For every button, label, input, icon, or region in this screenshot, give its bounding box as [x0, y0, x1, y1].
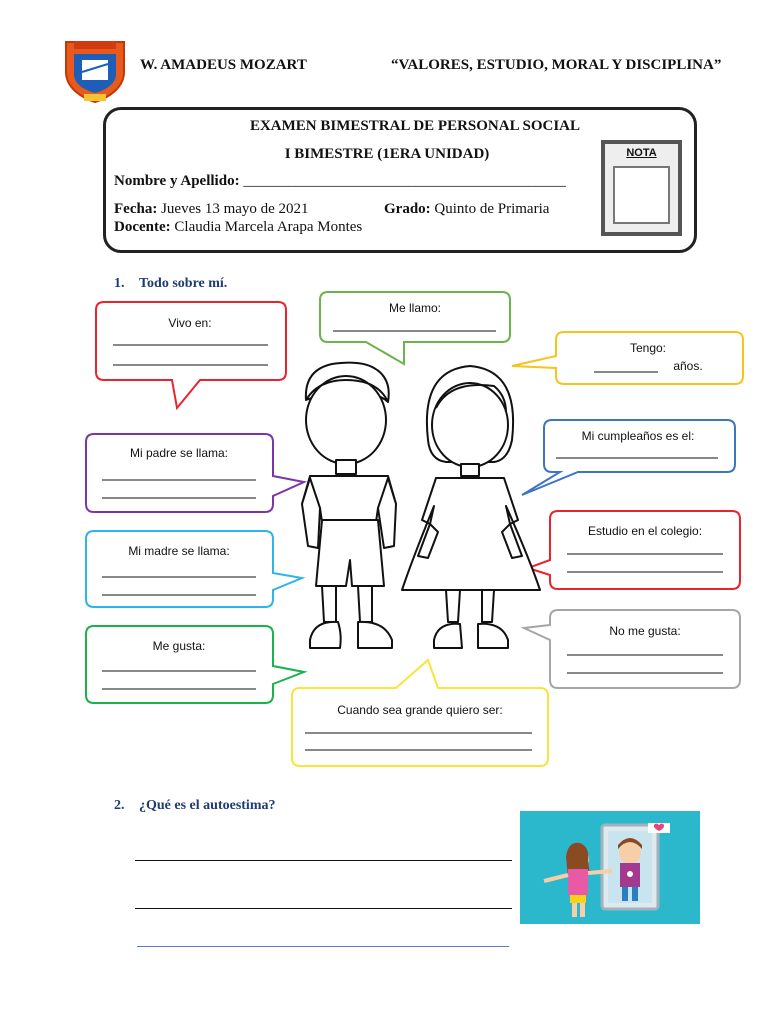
teacher-value: Claudia Marcela Arapa Montes	[174, 219, 363, 235]
grade-score-box[interactable]	[601, 140, 682, 236]
bubble-no-me-gusta[interactable]	[524, 610, 740, 688]
me-gusta-label: Me gusta:	[152, 639, 206, 653]
question-1-number: 1.	[114, 276, 125, 291]
school-crest-icon	[60, 38, 130, 104]
bubble-me-gusta[interactable]	[86, 626, 304, 703]
answer-line-1[interactable]	[135, 860, 512, 861]
bubble-cumpleanos[interactable]	[522, 420, 735, 495]
score-field[interactable]	[613, 166, 670, 224]
teacher-label: Docente:	[114, 219, 171, 235]
question-2-title: ¿Qué es el autoestima?	[139, 798, 276, 813]
bubble-vivo-en[interactable]	[96, 302, 286, 408]
bubble-padre[interactable]	[86, 434, 304, 512]
vivo-en-label: Vivo en:	[168, 316, 212, 330]
no-me-gusta-label: No me gusta:	[609, 624, 681, 638]
bubble-me-llamo[interactable]	[320, 292, 510, 364]
answer-line-3[interactable]	[137, 946, 509, 947]
anos-label: años.	[673, 359, 703, 373]
exam-subtitle: I BIMESTRE (1ERA UNIDAD)	[284, 146, 490, 162]
grande-label: Cuando sea grande quiero ser:	[337, 703, 503, 717]
exam-title: EXAMEN BIMESTRAL DE PERSONAL SOCIAL	[249, 118, 581, 134]
school-name: W. AMADEUS MOZART	[140, 57, 307, 73]
answer-line-2[interactable]	[135, 908, 512, 909]
tengo-label: Tengo:	[629, 341, 667, 355]
grade-label: Grado:	[384, 201, 431, 217]
question-1-title: Todo sobre mí.	[139, 276, 228, 291]
bubbles-figure	[0, 285, 768, 775]
bubble-colegio[interactable]	[528, 511, 740, 589]
name-field[interactable]: ___________________________________________	[243, 173, 566, 189]
padre-label: Mi padre se llama:	[129, 446, 229, 460]
name-label: Nombre y Apellido:	[114, 173, 240, 189]
cumpleanos-label: Mi cumpleaños es el:	[581, 429, 695, 443]
bubble-cuando-sea-grande[interactable]	[292, 660, 548, 766]
date-label: Fecha:	[114, 201, 158, 217]
grade-value: Quinto de Primaria	[434, 201, 550, 217]
me-llamo-label: Me llamo:	[388, 301, 442, 315]
madre-label: Mi madre se llama:	[128, 544, 230, 558]
date-value: Jueves 13 mayo de 2021	[161, 201, 309, 217]
school-motto: “VALORES, ESTUDIO, MORAL Y DISCIPLINA”	[391, 57, 722, 73]
self-esteem-illustration	[520, 811, 700, 924]
question-2-number: 2.	[114, 798, 125, 813]
boy-figure	[302, 363, 396, 648]
colegio-label: Estudio en el colegio:	[587, 524, 703, 538]
nota-label: NOTA	[626, 147, 657, 159]
bubble-tengo[interactable]	[512, 332, 743, 384]
girl-figure	[402, 366, 540, 648]
bubble-madre[interactable]	[86, 531, 302, 607]
